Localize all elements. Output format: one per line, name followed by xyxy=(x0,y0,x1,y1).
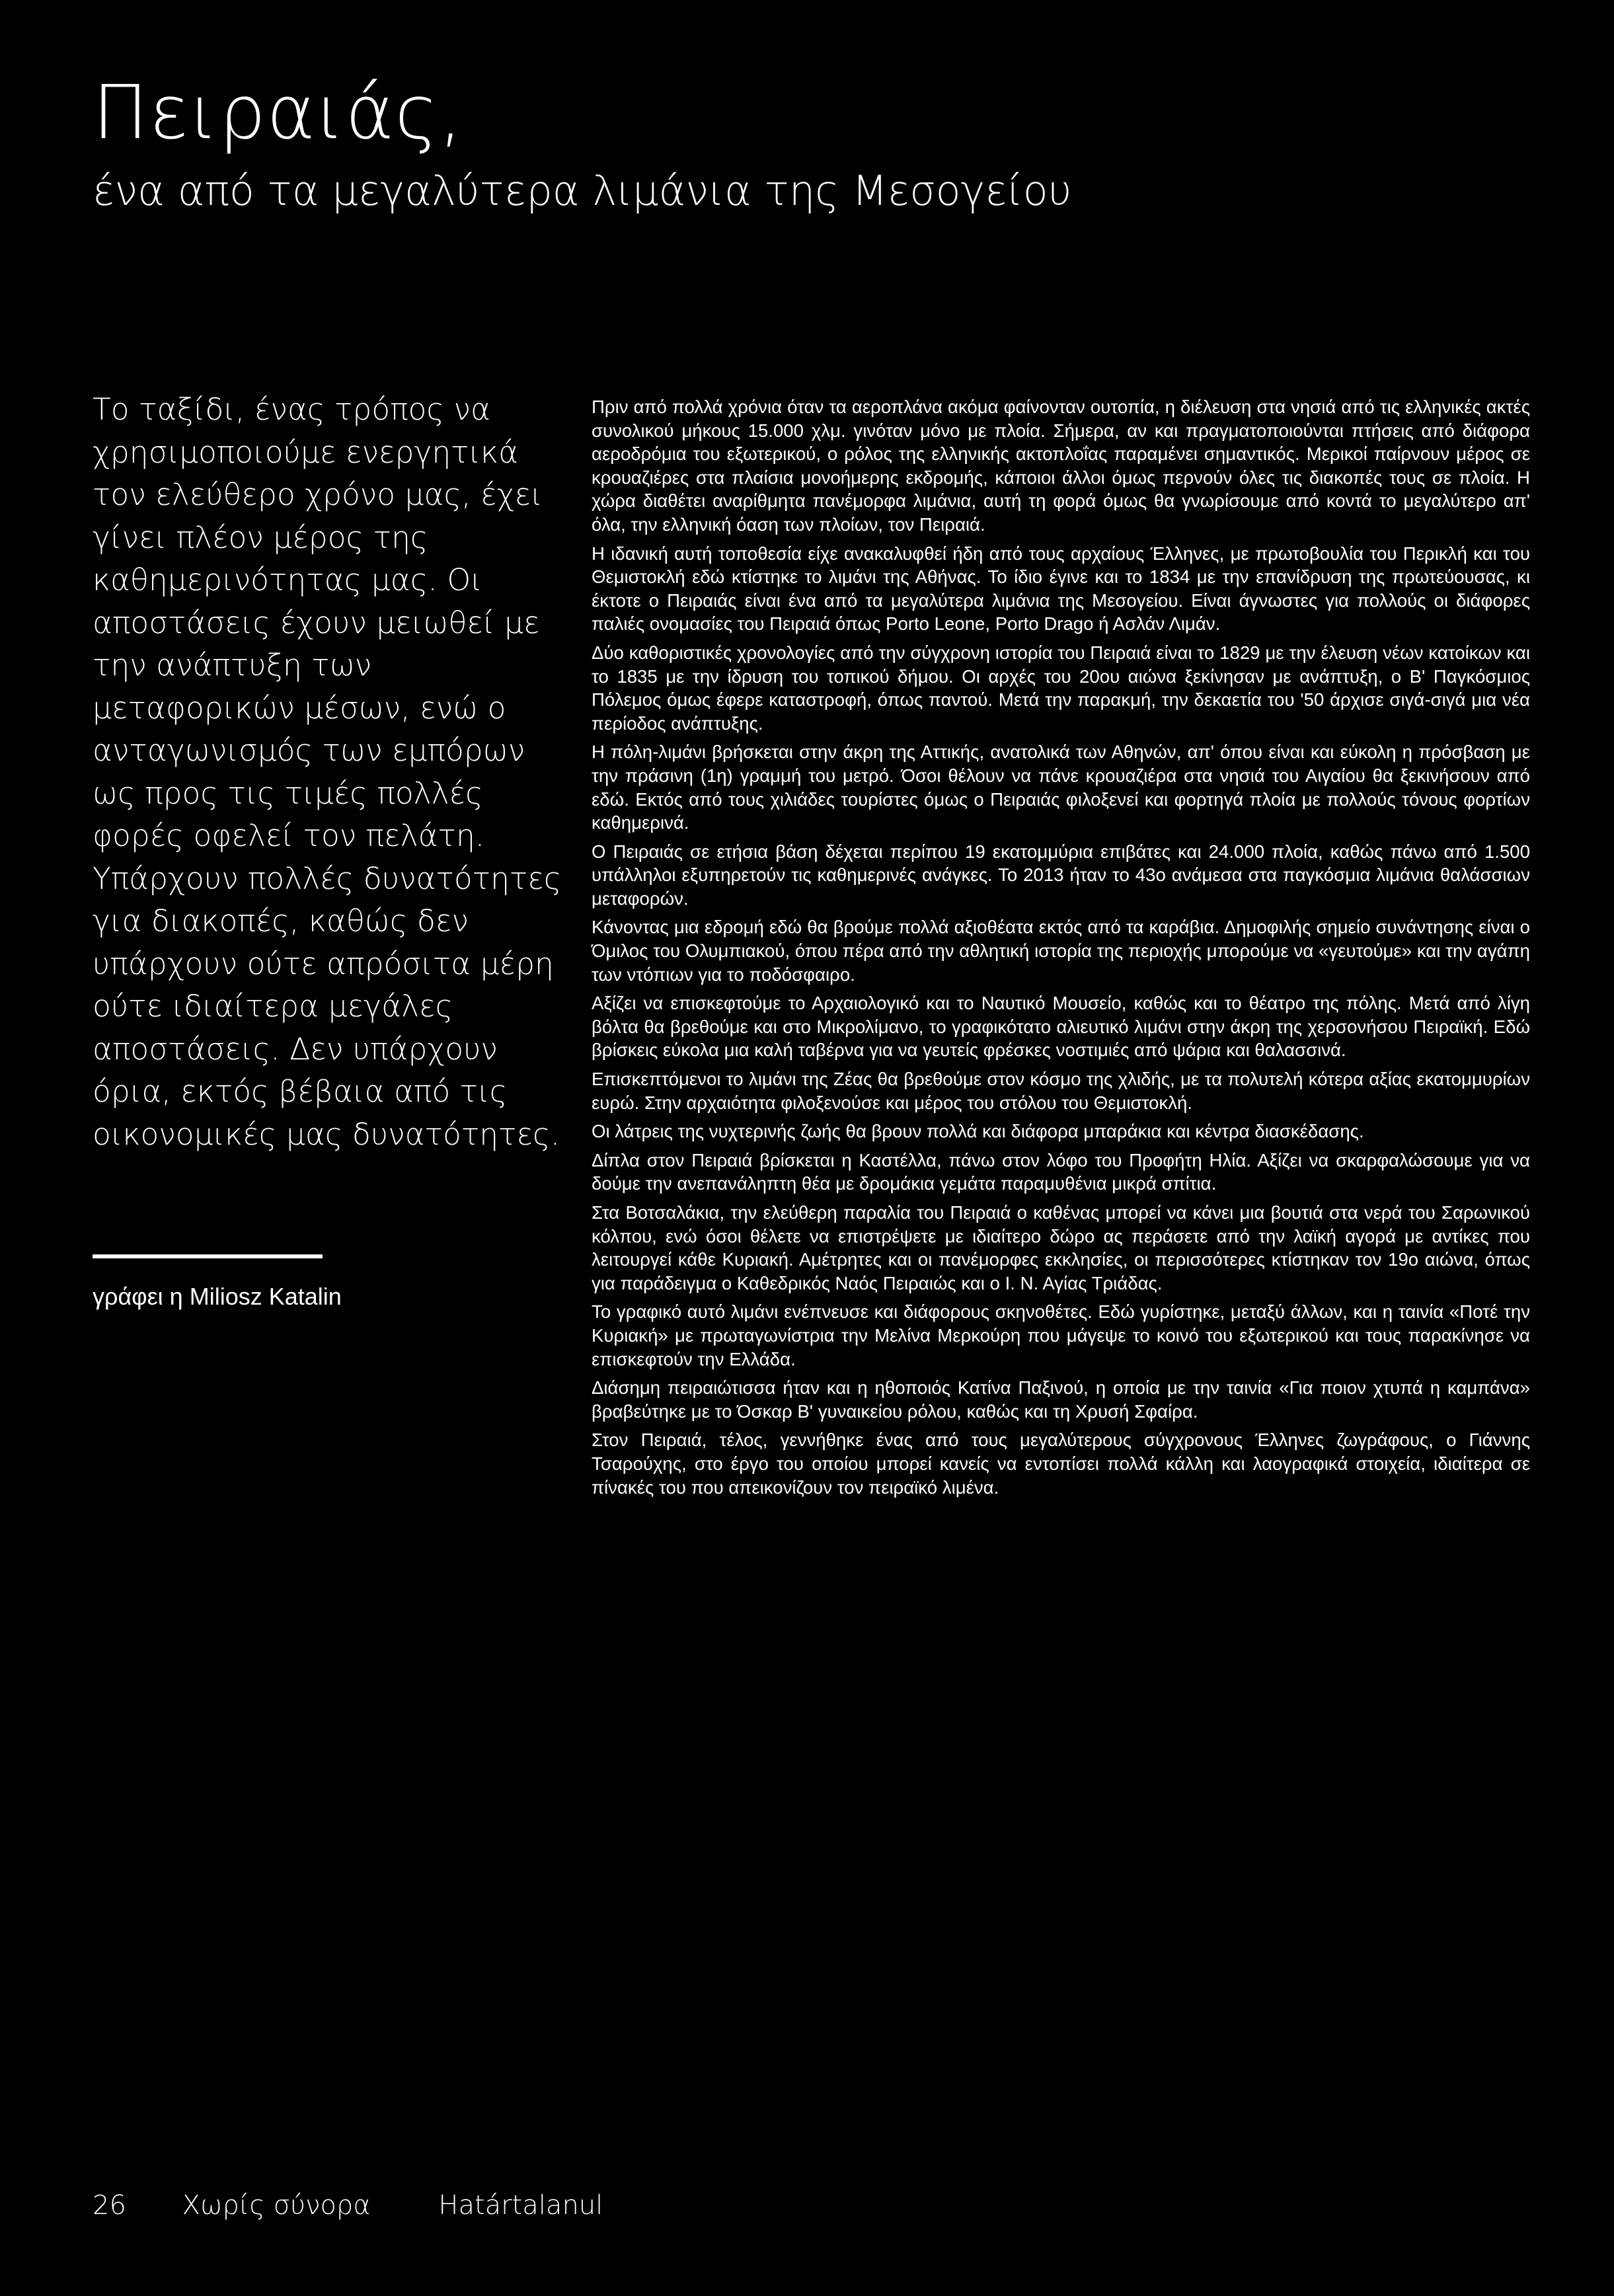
article-paragraph: Στα Βοτσαλάκια, την ελεύθερη παραλία του Πειραιά ο καθένας μπορεί να κάνει μια βουτιά στα νερά του Σαρωνικού κόλπου, ενώ όσοι θέλετε να επιστρέψετε με ιδιαίτερο δώρο ας περάσετε από την λαϊκή αγορά με αντίκες που λειτουργεί κάθε Κυριακή. Αμέτρητες και οι πανέμορφες εκκλησίες, οι περισσότερες κτίστηκαν τον 19ο αιώνα, όπως για παράδειγμα ο Καθεδρικός Ναός Πειραιώς και ο Ι. Ν. Αγίας Τριάδας. xyxy=(592,1202,1530,1293)
article-paragraph: Το γραφικό αυτό λιμάνι ενέπνευσε και διάφορους σκηνοθέτες. Εδώ γυρίστηκε, μεταξύ άλλων, και η ταινία «Ποτέ την Κυριακή» με πρωταγωνίστρια την Μελίνα Μερκούρη που μάγεψε το κοινό του εξωτερικού και τους παρακίνησε να επισκεφτούν την Ελλάδα. xyxy=(592,1301,1530,1369)
article-paragraph: Ο Πειραιάς σε ετήσια βάση δέχεται περίπου 19 εκατομμύρια επιβάτες και 24.000 πλοία, καθώς πάνω από 1.500 υπάλληλοι εξυπηρετούν τις καθημερινές ανάγκες. Το 2013 ήταν το 43ο ανάμεσα στα παγκόσμια λιμάνια θαλάσσιων μεταφορών. xyxy=(592,841,1530,909)
article-paragraph: Η ιδανική αυτή τοποθεσία είχε ανακαλυφθεί ήδη από τους αρχαίους Έλληνες, με πρωτοβουλία του Περικλή και του Θεμιστοκλή εδώ κτίστηκε το λιμάνι της Αθήνας. Το ίδιο έγινε και το 1834 με την επανίδρυση της πρωτεύουσας, κι έκτοτε ο Πειραιάς είναι ένα από τα μεγαλύτερα λιμάνια της Μεσογείου. Είναι άγνωστες για πολλούς οι διάφορες παλιές ονομασίες του Πειραιά όπως Porto Leone, Porto Drago ή Ασλάν Λιμάν. xyxy=(592,543,1530,634)
article-title: Πειραιάς, xyxy=(93,70,463,156)
article-paragraph: Στον Πειραιά, τέλος, γεννήθηκε ένας από τους μεγαλύτερους σύγχρονους Έλληνες ζωγράφους, ο Γιάννης Τσαρούχης, στο έργο του οποίου μπορεί κανείς να εντοπίσει πολλά κάλλη και λαογραφικά στοιχεία, ιδιαίτερα σε πίνακές του που απεικονίζουν τον πειραϊκό λιμένα. xyxy=(592,1430,1530,1498)
article-subtitle: ένα από τα μεγαλύτερα λιμάνια της Μεσογείου xyxy=(93,167,1072,215)
article-paragraph: Κάνοντας μια εδρομή εδώ θα βρούμε πολλά αξιοθέατα εκτός από τα καράβια. Δημοφιλής σημείο συνάντησης είναι ο Όμιλος του Ολυμπιακού, όπου πέρα από την αθλητική ιστορία της περιοχής μπορούμε να «γευτούμε» και την αγάπη των ντόπιων για το ποδόσφαιρο. xyxy=(592,917,1530,985)
article-paragraph: Πριν από πολλά χρόνια όταν τα αεροπλάνα ακόμα φαίνονταν ουτοπία, η διέλευση στα νησιά από τις ελληνικές ακτές συνολικού μήκους 15.000 χλμ. γινόταν μόνο με πλοία. Σήμερα, αν και πραγματοποιούνται πτήσεις από διάφορα αεροδρόμια του εξωτερικού, ο ρόλος της ελληνικής ακτοπλοΐας παραμένει σημαντικός. Μερικοί παίρνουν μέρος σε κρουαζιέρες στα πλαίσια μονοήμερης εκδρομής, κάποιοι άλλοι όμως περνούν όλες τις διακοπές τους σε πλοία. Η χώρα διαθέτει αναρίθμητα πανέμορφα λιμάνια, αυτή τη φορά όμως θα γνωρίσουμε από κοντά το μεγαλύτερο απ' όλα, την ελληνική όαση των πλοίων, τον Πειραιά. xyxy=(592,397,1530,535)
article-paragraph: Η πόλη-λιμάνι βρήσκεται στην άκρη της Αττικής, ανατολικά των Αθηνών, απ' όπου είναι και εύκολη η πρόσβαση με την πράσινη (1η) γραμμή του μετρό. Όσοι θέλουν να πάνε κρουαζιέρα στα νησιά του Αιγαίου θα ξεκινήσουν από εδώ. Εκτός από τους χιλιάδες τουρίστες όμως ο Πειραιάς φιλοξενεί και φορτηγά πλοία με πολλούς τόνους φορτίων καθημερινά. xyxy=(592,742,1530,833)
byline-divider xyxy=(93,1254,323,1258)
article-paragraph: Αξίζει να επισκεφτούμε το Αρχαιολογικό και το Ναυτικό Μουσείο, καθώς και το θέατρο της πόλης. Μετά από λίγη βόλτα θα βρεθούμε και στο Μικρολίμανο, το γραφικότατο αλιευτικό λιμάνι στην άκρη της χερσονήσου Πειραϊκή. Εδώ βρίσκεις εύκολα μια καλή ταβέρνα για να γευτείς φρέσκες νοστιμιές από ψάρια και θαλασσινά. xyxy=(592,993,1530,1061)
page-footer xyxy=(93,2189,603,2222)
magazine-name-hungarian: Határtalanul xyxy=(438,2190,603,2221)
magazine-name-greek: Χωρίς σύνορα xyxy=(182,2190,371,2221)
article-paragraph: Δίπλα στον Πειραιά βρίσκεται η Καστέλλα, πάνω στον λόφο του Προφήτη Ηλία. Αξίζει να σκαρφαλώσουμε για να δούμε την ανεπανάληπτη θέα με δρομάκια γεμάτα παραμυθένια μικρά σπίτια. xyxy=(592,1149,1530,1194)
page-number: 26 xyxy=(93,2190,126,2221)
article-paragraph: Διάσημη πειραιώτισσα ήταν και η ηθοποιός Κατίνα Παξινού, η οποία με την ταινία «Για ποιον χτυπά η καμπάνα» βραβεύτηκε με το Όσκαρ Β' γυναικείου ρόλου, καθώς και τη Χρυσή Σφαίρα. xyxy=(592,1377,1530,1422)
article-paragraph: Επισκεπτόμενοι το λιμάνι της Ζέας θα βρεθούμε στον κόσμο της χλιδής, με τα πολυτελή κότερα αξίας εκατομμυρίων ευρώ. Στην αρχαιότητα φιλοξενούσε και μέρος του στόλου του Θεμιστοκλή. xyxy=(592,1069,1530,1113)
article-paragraph: Οι λάτρεις της νυχτερινής ζωής θα βρουν πολλά και διάφορα μπαράκια και κέντρα διασκέδασης. xyxy=(592,1121,1364,1142)
byline: γράφει η Miliosz Katalin xyxy=(93,1283,342,1310)
intro-column xyxy=(93,389,568,1156)
article-paragraph: Δύο καθοριστικές χρονολογίες από την σύγχρονη ιστορία του Πειραιά είναι το 1829 με την έλευση νέων κατοίκων και το 1835 με την ίδρυση του τοπικού δήμου. Οι αρχές του 20ου αιώνα ξεκίνησαν με ανάπτυξη, ο Β' Παγκόσμιος Πόλεμος όμως έφερε καταστροφή, όπως παντού. Μετά την παρακμή, την δεκαετία του '50 άρχισε σιγά-σιγά μια νέα περίοδος ανάπτυξης. xyxy=(592,642,1530,734)
article-body xyxy=(592,395,1530,1504)
intro-text: Το ταξίδι, ένας τρόπος να χρησιμοποιούμε ενεργητικά τον ελεύθερο χρόνο μας, έχει γίνει πλέον μέρος της καθημερινότητας μας. Οι αποστάσεις έχουν μειωθεί με την ανάπτυξη των μεταφορικών μέσων, ενώ ο ανταγωνισμός των εμπόρων ως προς τις τιμές πολλές φορές οφελεί τον πελάτη. Υπάρχουν πολλές δυνατότητες για διακοπές, καθώς δεν υπάρχουν ούτε απρόσιτα μέρη ούτε ιδιαίτερα μεγάλες αποστάσεις. Δεν υπάρχουν όρια, εκτός βέβαια από τις οικονομικές μας δυνατότητες. xyxy=(93,392,562,1152)
